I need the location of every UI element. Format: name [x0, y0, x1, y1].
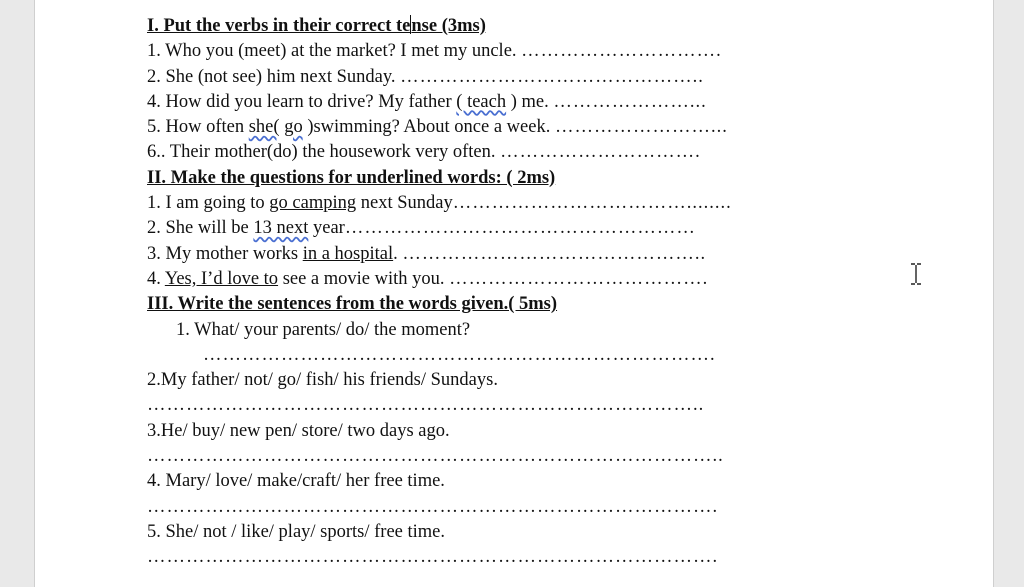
- item-text-end: )swimming? About once a week.: [302, 117, 555, 138]
- document-page[interactable]: [34, 0, 994, 587]
- answer-blank: ………………………….: [500, 142, 701, 163]
- answer-line: …………………………………………………………………………..: [147, 395, 705, 416]
- section2-item-2: [147, 216, 847, 241]
- section1-item-4: [147, 90, 847, 115]
- item-text: 1. Who you (meet) at the market? I met my uncle.: [147, 41, 522, 62]
- item-text: 4.: [147, 268, 165, 289]
- section2-item-1: [147, 191, 847, 216]
- item-text: 3. My mother works: [147, 243, 303, 264]
- answer-line: …………………………………………………………………….: [203, 344, 716, 365]
- answer-blank: ………………………………………..: [402, 243, 707, 264]
- answer-blank: ………………………………….: [449, 268, 709, 289]
- section1-heading-part2: nse (3ms): [411, 16, 486, 36]
- item-text: 1. I am going to: [147, 193, 270, 214]
- section1-heading: [147, 14, 847, 39]
- section1-item-6: [147, 140, 847, 165]
- section1-item-1: [147, 39, 847, 64]
- flagged-text: ( teach: [456, 91, 507, 112]
- section2-item-3: [147, 242, 847, 267]
- item-text-end: .: [393, 243, 403, 264]
- ibeam-cursor-icon: [907, 262, 925, 286]
- answer-blank: ………………………………........: [452, 193, 732, 214]
- answer-blank: ………………………………………..: [400, 66, 704, 87]
- section3-item-4: 4. Mary/ love/ make/craft/ her free time.: [147, 471, 445, 492]
- item-text: 4. How did you learn to drive? My father: [147, 91, 457, 112]
- answer-blank: …………………...: [553, 91, 707, 112]
- section3-item-5: 5. She/ not / like/ play/ sports/ free time.: [147, 521, 446, 542]
- section2-heading: II. Make the questions for underlined words: ( 2ms): [147, 167, 556, 188]
- answer-line: …………………………………………………………………………….: [147, 547, 719, 568]
- item-text-end: next Sunday: [356, 193, 453, 214]
- answer-blank: ……………………...: [554, 117, 728, 138]
- item-text: 5. How often: [147, 117, 249, 138]
- item-text: 2. She will be: [147, 218, 254, 239]
- section3-heading: III. Write the sentences from the words given.( 5ms): [147, 294, 558, 315]
- section3-item-1: 1. What/ your parents/ do/ the moment?: [176, 319, 471, 340]
- item-text-end: year: [308, 218, 345, 239]
- item-text: 6.. Their mother(do) the housework very often.: [147, 142, 501, 163]
- answer-line: ……………………………………………………………………………..: [147, 446, 724, 467]
- flagged-text: she(: [248, 117, 280, 138]
- answer-line: …………………………………………………………………………….: [147, 496, 719, 517]
- answer-blank: ………………………….: [521, 41, 722, 62]
- underlined-words: 13 next: [253, 218, 309, 239]
- section1-heading-part1: I. Put the verbs in their correct te: [147, 16, 411, 36]
- answer-blank: ………………………………………………: [344, 218, 696, 239]
- section1-item-5: [147, 115, 847, 140]
- section1-item-2: [147, 65, 847, 90]
- section3-item-2: 2.My father/ not/ go/ fish/ his friends/ Sundays.: [147, 370, 498, 391]
- item-text-end: ) me.: [506, 91, 554, 112]
- worksheet-content: [147, 14, 847, 571]
- underlined-words: Yes, I’d love to: [164, 268, 279, 289]
- underlined-words: in a hospital: [302, 243, 394, 264]
- item-text: 2. She (not see) him next Sunday.: [147, 66, 401, 87]
- section3-item-3: 3.He/ buy/ new pen/ store/ two days ago.: [147, 420, 450, 441]
- underlined-words: go camping: [269, 193, 357, 214]
- flagged-text: go: [284, 117, 303, 138]
- section2-item-4: [147, 267, 847, 292]
- item-text-end: see a movie with you.: [278, 268, 450, 289]
